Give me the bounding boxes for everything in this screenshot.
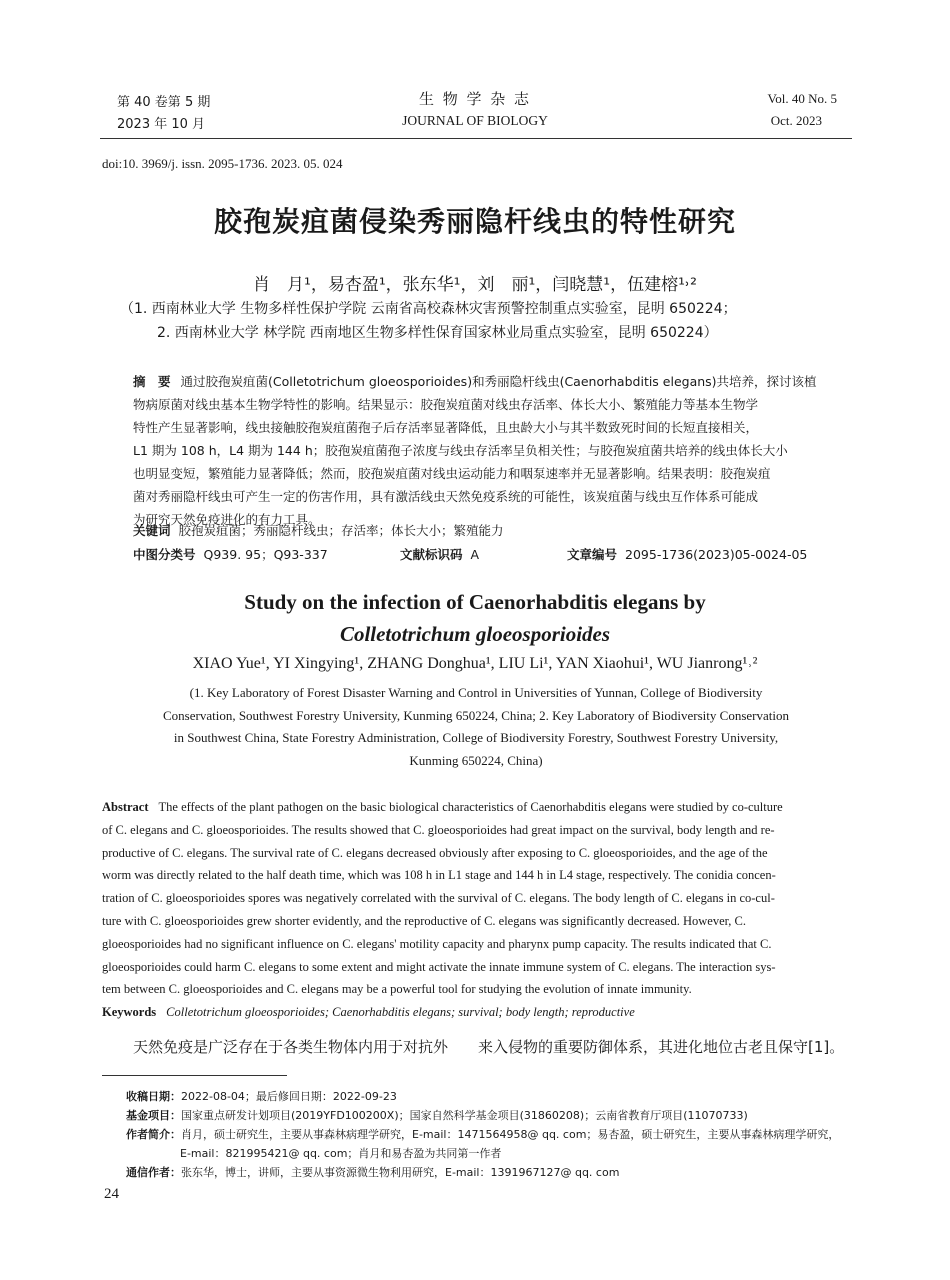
footnote-corresponding: 通信作者：张东华，博士，讲师，主要从事资源微生物利用研究，E-mail：1391967127@ qq. com xyxy=(126,1166,620,1179)
clc-label: 中图分类号 xyxy=(133,547,196,562)
authors-en: XIAO Yue¹, YI Xingying¹, ZHANG Donghua¹, LIU Li¹, YAN Xiaohui¹, WU Jianrong¹˒² xyxy=(192,655,758,672)
article-no-value: 2095-1736(2023)05-0024-05 xyxy=(625,547,808,562)
keywords-cn-text: 胶孢炭疽菌；秀丽隐杆线虫；存活率；体长大小；繁殖能力 xyxy=(178,523,504,538)
title-en-line2: Colletotrichum gloeosporioides xyxy=(339,622,611,646)
affiliation-cn-2: 2. 西南林业大学 林学院 西南地区生物多样性保育国家林业局重点实验室，昆明 650224） xyxy=(157,325,718,341)
header-vol-no: Vol. 40 No. 5 xyxy=(767,91,837,106)
footnote-rule xyxy=(102,1075,287,1076)
abstract-en xyxy=(102,796,850,1024)
abstract-cn-line: 摘 要 通过胶孢炭疽菌(Colletotrichum gloeosporioides)和秀丽隐杆线虫(Caenorhabditis elegans)共培养，探讨该植 xyxy=(133,374,817,389)
journal-title-en: JOURNAL OF BIOLOGY xyxy=(402,113,548,128)
affiliation-cn-1: （1. 西南林业大学 生物多样性保护学院 云南省高校森林灾害预警控制重点实验室，昆明 650224； xyxy=(120,301,737,317)
page-number: 24 xyxy=(104,1186,119,1202)
footnote-received: 收稿日期：2022-08-04；最后修回日期：2022-09-23 xyxy=(126,1090,397,1103)
affiliation-en-line: in Southwest China, State Forestry Administration, College of Biodiversity Forestry, Southwest Forestry University, xyxy=(173,730,779,745)
abstract-en-line: ture with C. gloeosporioides grew shorter evidently, and the reproductive of C. elegans was significantly decreased. However, C. xyxy=(102,913,746,928)
doccode-label: 文献标识码 xyxy=(400,547,463,562)
article-no-label: 文章编号 xyxy=(567,547,618,562)
keywords-en xyxy=(102,1001,850,1024)
abstract-en-line: gloeosporioides could harm C. elegans to some extent and might activate the innate immune system of C. elegans. The interaction sys- xyxy=(102,959,776,974)
affiliation-en xyxy=(100,682,852,772)
abstract-en-line: of C. elegans and C. gloeosporioides. The results showed that C. gloeosporioides had great impact on the survival, body length and re- xyxy=(102,822,775,837)
header-volume: 第 40 卷第 5 期 xyxy=(117,95,211,110)
journal-title-cn: 生 物 学 杂 志 xyxy=(418,90,532,108)
abstract-cn-line: 为研究天然免疫进化的有力工具。 xyxy=(133,512,321,527)
abstract-cn-line: 菌对秀丽隐杆线虫可产生一定的伤害作用，具有激活线虫天然免疫系统的可能性，该炭疽菌与线虫互作体系可能成 xyxy=(133,489,759,504)
title-en-line1: Study on the infection of Caenorhabditis elegans by xyxy=(244,590,706,614)
abstract-cn-label: 摘 要 xyxy=(133,374,171,389)
abstract-cn-line: 特性产生显著影响，线虫接触胶孢炭疽菌孢子后存活率显著降低，且虫龄大小与其半数致死时间的长短直接相关， xyxy=(133,420,759,435)
authors-cn: 肖 月¹，易杏盈¹，张东华¹，刘 丽¹，闫晓慧¹，伍建榕¹˒² xyxy=(253,275,697,295)
abstract-cn-line: 物病原菌对线虫基本生物学特性的影响。结果显示：胶孢炭疽菌对线虫存活率、体长大小、繁殖能力等基本生物学 xyxy=(133,397,759,412)
clc-number xyxy=(133,545,328,563)
abstract-en-line: worm was directly related to the half death time, which was 108 h in L1 stage and 144 h in L4 stage, respectively. The conidia concen- xyxy=(102,868,776,883)
abstract-en-line: productive of C. elegans. The survival rate of C. elegans decreased obviously after exposing to C. gloeosporioides, and the age of the xyxy=(102,845,768,860)
footnote-author-bio-cont: E-mail：821995421@ qq. com；肖月和易杏盈为共同第一作者 xyxy=(180,1147,502,1160)
abstract-en-line: tration of C. gloeosporioides spores was negatively correlated with the survival of C. elegans. The body length of C. elegans in co-cul- xyxy=(102,891,775,906)
article-number xyxy=(567,545,807,563)
header-month: Oct. 2023 xyxy=(770,113,822,128)
footnotes xyxy=(126,1087,856,1182)
document-code xyxy=(400,545,479,563)
abstract-cn-line: L1 期为 108 h，L4 期为 144 h；胶孢炭疽菌孢子浓度与线虫存活率呈负相关性；与胶孢炭疽菌共培养的线虫体长大小 xyxy=(133,443,788,458)
abstract-en-line: tem between C. gloeosporioides and C. elegans may be a powerful tool for studying the evolution of innate immunity. xyxy=(102,982,692,997)
abstract-cn-line: 也明显变短，繁殖能力显著降低；然而，胶孢炭疽菌对线虫运动能力和咽泵速率并无显著影响。结果表明：胶孢炭疽 xyxy=(133,466,771,481)
doi: doi:10. 3969/j. issn. 2095-1736. 2023. 05. 024 xyxy=(102,156,343,171)
abstract-en-line: gloeosporioides had no significant influence on C. elegans' motility capacity and pharynx pump capacity. The results indicated that C. xyxy=(102,936,772,951)
keywords-en-label: Keywords xyxy=(102,1005,157,1020)
doccode-value: A xyxy=(470,547,480,562)
affiliation-en-line: Conservation, Southwest Forestry University, Kunming 650224, China; 2. Key Laboratory of Biodiversity Conservation xyxy=(163,707,789,723)
footnote-funding: 基金项目：国家重点研发计划项目(2019YFD100200X)；国家自然科学基金项目(31860208)；云南省教育厅项目(11070733) xyxy=(126,1109,748,1122)
abstract-en-line: Abstract The effects of the plant pathogen on the basic biological characteristics of Caenorhabditis elegans were studied by co-culture xyxy=(102,800,783,814)
affiliation-en-line: (1. Key Laboratory of Forest Disaster Warning and Control in Universities of Yunnan, College of Biodiversity xyxy=(189,685,763,700)
header-date: 2023 年 10 月 xyxy=(117,117,206,132)
title-cn: 胶孢炭疽菌侵染秀丽隐杆线虫的特性研究 xyxy=(213,205,736,238)
keywords-cn xyxy=(133,521,504,539)
keywords-cn-label: 关键词 xyxy=(133,523,171,538)
affiliation-en-line: Kunming 650224, China) xyxy=(409,752,543,768)
footnote-author-bio: 作者简介：肖月，硕士研究生，主要从事森林病理学研究，E-mail：1471564958@ qq. com；易杏盈，硕士研究生，主要从事森林病理学研究， xyxy=(126,1128,840,1141)
abstract-en-label: Abstract xyxy=(102,800,149,814)
abstract-cn xyxy=(133,370,823,531)
clc-value: Q939. 95；Q93-337 xyxy=(203,547,328,562)
header-rule xyxy=(100,138,852,139)
intro-line: 天然免疫是广泛存在于各类生物体内用于对抗外 来入侵物的重要防御体系，其进化地位古老且保守[1]。 xyxy=(133,1038,845,1056)
keywords-en-text: Colletotrichum gloeosporioides; Caenorhabditis elegans; survival; body length; reproductive xyxy=(166,1005,635,1020)
